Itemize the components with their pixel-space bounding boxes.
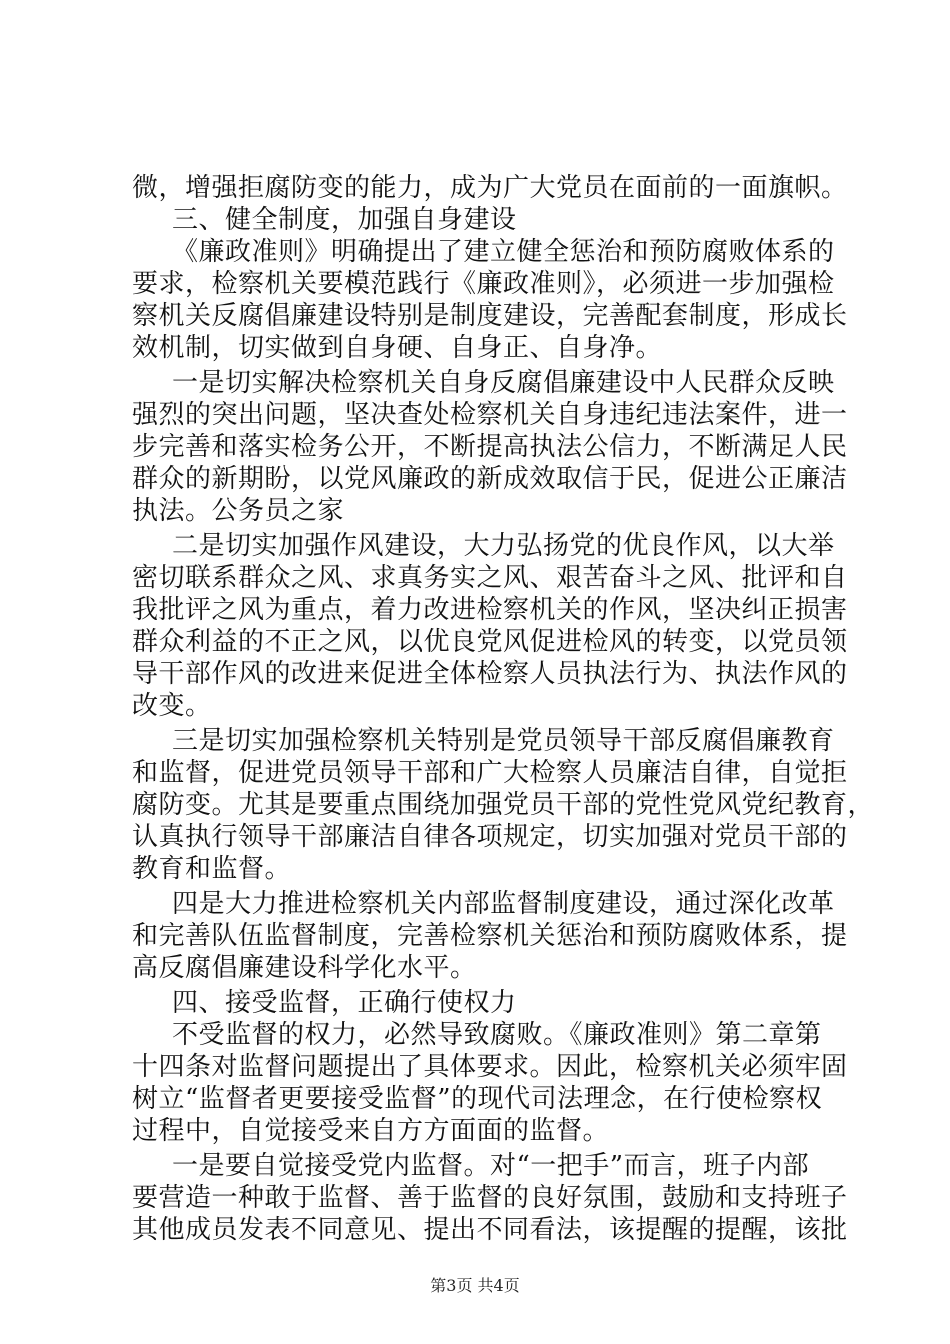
text-line: 要求，检察机关要模范践行《廉政准则》，必须进一步加强检	[132, 269, 835, 299]
text-line: 改变。	[132, 691, 212, 721]
text-line: 和监督，促进党员领导干部和广大检察人员廉洁自律，自觉拒	[132, 758, 848, 788]
text-line: 其他成员发表不同意见、提出不同看法，该提醒的提醒，该批	[132, 1215, 848, 1245]
text-line: 腐防变。尤其是要重点围绕加强党员干部的党性党风党纪教育，	[132, 790, 875, 820]
text-line: 和完善队伍监督制度，完善检察机关惩治和预防腐败体系，提	[132, 921, 848, 951]
paragraph-start: 二是切实加强作风建设，大力弘扬党的优良作风，以大举	[172, 531, 835, 561]
text-line: 强烈的突出问题，坚决查处检察机关自身违纪违法案件，进一	[132, 400, 848, 430]
paragraph-start: 四是大力推进检察机关内部监督制度建设，通过深化改革	[172, 889, 835, 919]
text-line: 群众的新期盼，以党风廉政的新成效取信于民，促进公正廉洁	[132, 464, 848, 494]
text-line: 步完善和落实检务公开，不断提高执法公信力，不断满足人民	[132, 432, 848, 462]
paragraph-start: 不受监督的权力，必然导致腐败。《廉政准则》第二章第	[172, 1020, 822, 1050]
text-line: 过程中，自觉接受来自方方面面的监督。	[132, 1116, 610, 1146]
paragraph-start: 一是要自觉接受党内监督。对“一把手”而言，班子内部	[172, 1151, 810, 1181]
text-line: 认真执行领导干部廉洁自律各项规定，切实加强对党员干部的	[132, 822, 848, 852]
text-line: 高反腐倡廉建设科学化水平。	[132, 953, 477, 983]
text-line: 导干部作风的改进来促进全体检察人员执法行为、执法作风的	[132, 659, 848, 689]
page-number: 第3页 共4页	[430, 1276, 520, 1295]
text-line: 我批评之风为重点，着力改进检察机关的作风，坚决纠正损害	[132, 595, 848, 625]
section-heading: 三、健全制度，加强自身建设	[172, 205, 517, 235]
text-line: 执法。公务员之家	[132, 496, 345, 526]
paragraph-start: 《廉政准则》明确提出了建立健全惩治和预防腐败体系的	[172, 237, 835, 267]
text-line: 树立“监督者更要接受监督”的现代司法理念，在行使检察权	[132, 1084, 823, 1114]
text-line: 群众利益的不正之风，以优良党风促进检风的转变，以党员领	[132, 627, 848, 657]
paragraph-start: 一是切实解决检察机关自身反腐倡廉建设中人民群众反映	[172, 368, 835, 398]
section-heading: 四、接受监督，正确行使权力	[172, 988, 517, 1018]
text-line: 效机制，切实做到自身硬、自身正、自身净。	[132, 333, 663, 363]
text-line: 十四条对监督问题提出了具体要求。因此，检察机关必须牢固	[132, 1052, 848, 1082]
text-line: 密切联系群众之风、求真务实之风、艰苦奋斗之风、批评和自	[132, 563, 848, 593]
document-body	[132, 172, 875, 1246]
text-line: 要营造一种敢于监督、善于监督的良好氛围，鼓励和支持班子	[132, 1183, 848, 1213]
text-line: 察机关反腐倡廉建设特别是制度建设，完善配套制度，形成长	[132, 301, 848, 331]
paragraph-start: 三是切实加强检察机关特别是党员领导干部反腐倡廉教育	[172, 726, 835, 756]
text-line: 微，增强拒腐防变的能力，成为广大党员在面前的一面旗帜。	[132, 173, 848, 203]
text-line: 教育和监督。	[132, 854, 292, 884]
